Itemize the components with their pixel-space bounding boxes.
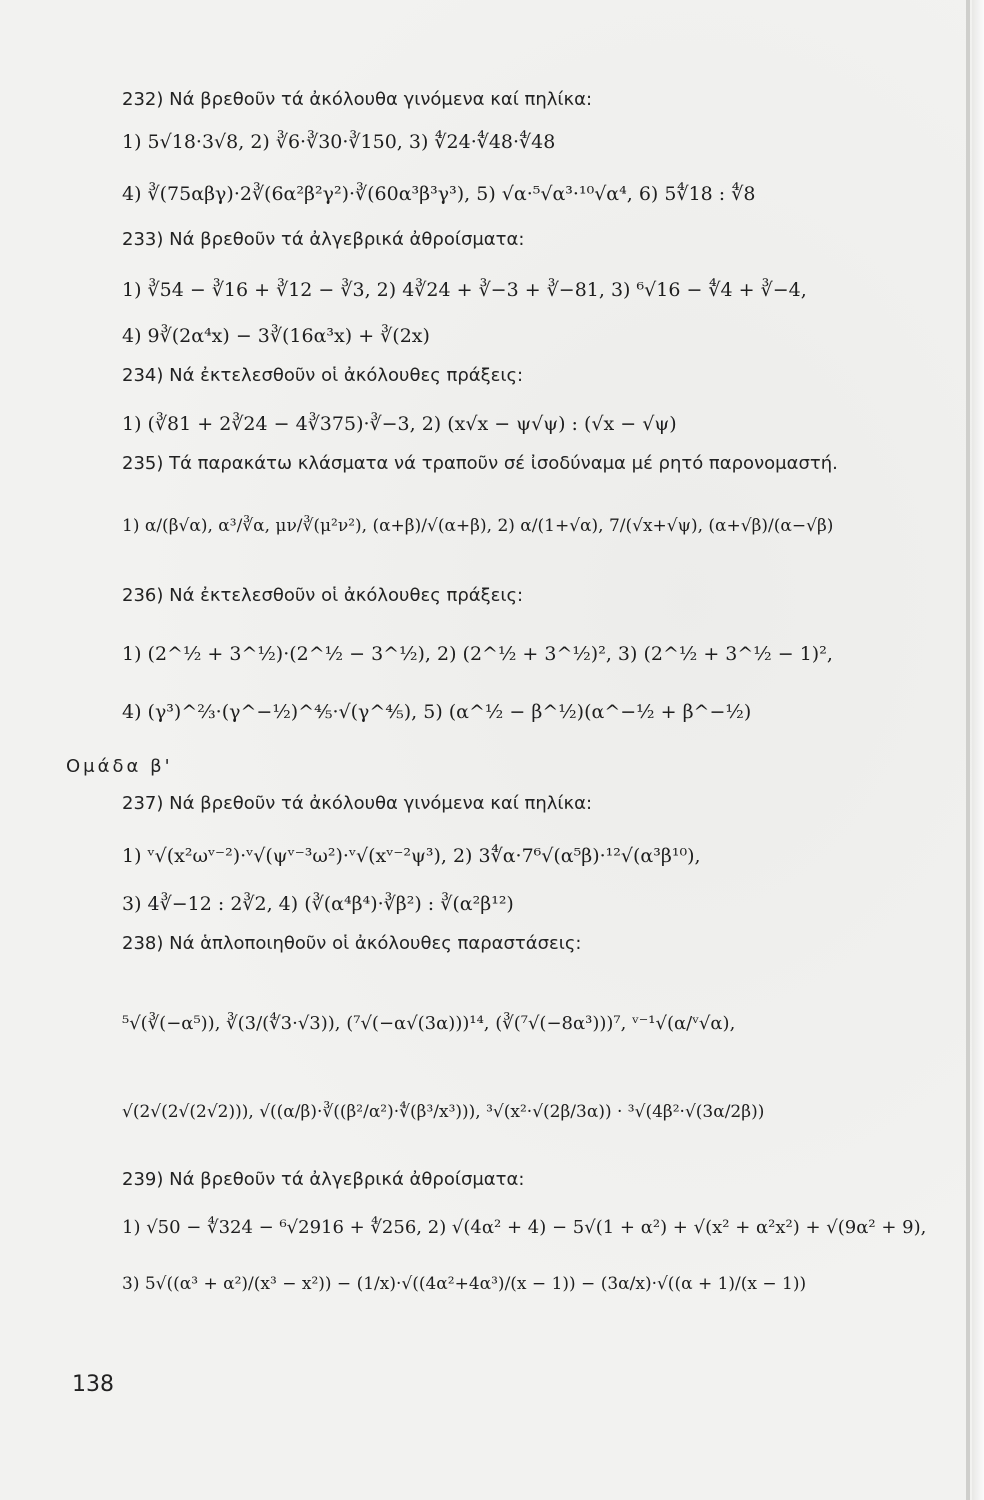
- exercise-234-line-1: 1) (∛81 + 2∛24 − 4∛375)·∛−3, 2) (x√x − ψ√ψ) : (√x − √ψ): [122, 413, 677, 435]
- exercise-236-line-1: 1) (2^½ + 3^½)·(2^½ − 3^½), 2) (2^½ + 3^½)², 3) (2^½ + 3^½ − 1)²,: [122, 643, 833, 665]
- exercise-233-line-1: 1) ∛54 − ∛16 + ∛12 − ∛3, 2) 4∛24 + ∛−3 + ∛−81, 3) ⁶√16 − ∜4 + ∛−4,: [122, 279, 807, 301]
- exercise-234-heading: 234) Νά ἐκτελεσθοῦν οἱ ἀκόλουθες πράξεις:: [122, 365, 524, 386]
- exercise-239-line-1: 1) √50 − ∜324 − ⁶√2916 + ∜256, 2) √(4α² + 4) − 5√(1 + α²) + √(x² + α²x²) + √(9α² + 9),: [122, 1217, 927, 1238]
- exercise-238-line-2: √(2√(2√(2√2))), √((α/β)·∛((β²/α²)·∜(β³/x³))), ³√(x²·√(2β/3α)) · ³√(4β²·√(3α/2β)): [122, 1102, 765, 1122]
- exercise-237-heading: 237) Νά βρεθοῦν τά ἀκόλουθα γινόμενα καί πηλίκα:: [122, 793, 593, 814]
- exercise-239-heading: 239) Νά βρεθοῦν τά ἀλγεβρικά ἀθροίσματα:: [122, 1169, 525, 1190]
- exercise-232-line-2: 4) ∛(75αβγ)·2∛(6α²β²γ²)·∛(60α³β³γ³), 5) √α·⁵√α³·¹⁰√α⁴, 6) 5∜18 : ∜8: [122, 183, 756, 205]
- page-number: 138: [72, 1372, 114, 1397]
- group-label: Ομάδα β': [66, 756, 173, 777]
- exercise-232-heading: 232) Νά βρεθοῦν τά ἀκόλουθα γινόμενα καί πηλίκα:: [122, 89, 593, 110]
- page-edge: [972, 0, 984, 1500]
- exercise-237-line-1: 1) ᵛ√(x²ωᵛ⁻²)·ᵛ√(ψᵛ⁻³ω²)·ᵛ√(xᵛ⁻²ψ³), 2) 3∜α·7⁶√(α⁵β)·¹²√(α³β¹⁰),: [122, 845, 701, 867]
- exercise-238-heading: 238) Νά ἁπλοποιηθοῦν οἱ ἀκόλουθες παραστάσεις:: [122, 933, 582, 954]
- exercise-235-heading: 235) Τά παρακάτω κλάσματα νά τραποῦν σέ ἰσοδύναμα μέ ρητό παρονομαστή.: [122, 453, 838, 474]
- exercise-239-line-2: 3) 5√((α³ + α²)/(x³ − x²)) − (1/x)·√((4α²+4α³)/(x − 1)) − (3α/x)·√((α + 1)/(x − 1)): [122, 1274, 807, 1294]
- exercise-233-heading: 233) Νά βρεθοῦν τά ἀλγεβρικά ἀθροίσματα:: [122, 229, 525, 250]
- exercise-232-line-1: 1) 5√18·3√8, 2) ∛6·∛30·∛150, 3) ∜24·∜48·∜48: [122, 131, 556, 153]
- exercise-235-line-1: 1) α/(β√α), α³/∛α, μν/∛(μ²ν²), (α+β)/√(α+β), 2) α/(1+√α), 7/(√x+√ψ), (α+√β)/(α−√β): [122, 516, 834, 536]
- exercise-236-heading: 236) Νά ἐκτελεσθοῦν οἱ ἀκόλουθες πράξεις:: [122, 585, 524, 606]
- exercise-236-line-2: 4) (γ³)^⅔·(γ^−½)^⅘·√(γ^⅘), 5) (α^½ − β^½)(α^−½ + β^−½): [122, 701, 752, 723]
- exercise-237-line-2: 3) 4∛−12 : 2∛2, 4) (∛(α⁴β⁴)·∛β²) : ∛(α²β¹²): [122, 893, 514, 915]
- page-binding-shadow: [966, 0, 970, 1500]
- exercise-238-line-1: ⁵√(∛(−α⁵)), ∛(3/(∜3·√3)), (⁷√(−α√(3α)))¹⁴, (∛(⁷√(−8α³)))⁷, ᵛ⁻¹√(α/ᵛ√α),: [122, 1013, 736, 1034]
- exercise-233-line-2: 4) 9∛(2α⁴x) − 3∛(16α³x) + ∛(2x): [122, 325, 430, 347]
